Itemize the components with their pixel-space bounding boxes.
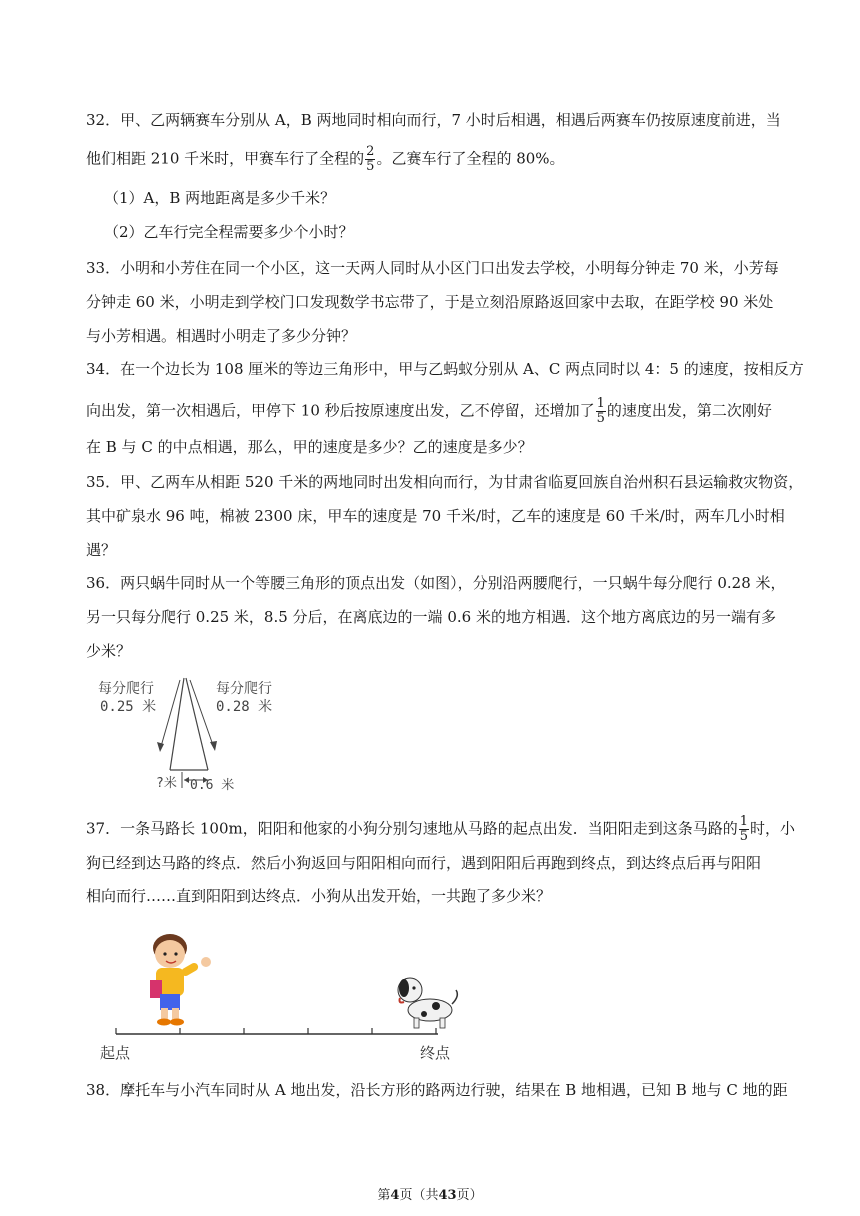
known-distance-label: 0.6 米 (190, 778, 235, 793)
problem-33-line3: 与小芳相遇。相遇时小明走了多少分钟？ (86, 327, 357, 345)
problem-34-line3: 在 B 与 C 的中点相遇，那么，甲的速度是多少？乙的速度是多少？ (86, 438, 533, 456)
fraction-two-fifths: $\frac{2}{5}$ (366, 144, 375, 174)
problem-34-line1: 34．在一个边长为 108 厘米的等边三角形中，甲与乙蚂蚁分别从 A、C 两点同时以 4：5 的速度，按相反方 (86, 360, 804, 378)
right-speed-label: 每分爬行 (216, 681, 272, 697)
left-speed-label: 每分爬行 (98, 681, 154, 697)
fraction-one-fifth: $\frac{1}{5}$ (739, 814, 749, 844)
problem-36-line2: 另一只每分爬行 0.25 米，8.5 分后，在离底边的一端 0.6 米的地方相遇．这个地方离底边的另一端有多 (86, 608, 776, 626)
problem-37-line2: 狗已经到达马路的终点．然后小狗返回与阳阳相向而行，遇到阳阳后再跑到终点，到达终点后再与阳阳 (86, 854, 762, 872)
left-speed-value: 0.25 米 (100, 699, 157, 715)
road-line (116, 1028, 438, 1034)
left-arrowhead (157, 742, 164, 752)
problem-36-number: 36． (86, 574, 121, 592)
problem-32-question-1: （1）A，B 两地距离是多少千米？ (104, 189, 336, 207)
problem-36-line3: 少米？ (86, 642, 132, 660)
fraction-one-fifth: $\frac{1}{5}$ (596, 396, 605, 426)
problem-35-line3: 遇？ (86, 541, 117, 559)
boy-illustration (150, 934, 211, 1026)
end-point-label: 终点 (420, 1044, 451, 1062)
problem-37-line3: 相向而行……直到阳阳到达终点．小狗从出发开始，一共跑了多少米？ (86, 887, 552, 905)
left-direction-arrow (160, 680, 180, 750)
problem-32-question-2: （2）乙车行完全程需要多少个小时？ (104, 223, 354, 241)
unknown-distance-label: ?米 (156, 776, 177, 791)
right-speed-value: 0.28 米 (216, 699, 273, 715)
measure-arrowhead-left (184, 777, 189, 783)
road-figure (98, 918, 468, 1068)
problem-33-line2: 分钟走 60 米，小明走到学校门口发现数学书忘带了，于是立刻沿原路返回家中去取，在距学校 90 米处 (86, 293, 774, 311)
right-direction-arrow (190, 680, 214, 748)
page-footer: 第4页（共43页） (377, 1188, 483, 1203)
problem-35-line2: 其中矿泉水 96 吨，棉被 2300 床，甲车的速度是 70 千米/时，乙车的速度是 60 千米/时，两车几小时相 (86, 507, 785, 525)
problem-38-line1: 38．摩托车与小汽车同时从 A 地出发，沿长方形的路两边行驶，结果在 B 地相遇，已知 B 地与 C 地的距 (86, 1081, 788, 1099)
problem-34-line2: 向出发，第一次相遇后，甲停下 10 秒后按原速度出发，乙不停留，还增加了 $\frac{1}{5}$ 的速度出发，第二次刚好 (86, 396, 772, 426)
problem-32-number: 32． (86, 111, 121, 129)
problem-36-line1: 36．两只蜗牛同时从一个等腰三角形的顶点出发（如图），分别沿两腰爬行，一只蜗牛每分爬行 0.28 米， (86, 574, 786, 592)
problem-32-line1: 32．甲、乙两辆赛车分别从 A，B 两地同时相向而行，7 小时后相遇，相遇后两赛车仍按原速度前进，当 (86, 111, 781, 129)
problem-32-line2: 他们相距 210 千米时，甲赛车行了全程的 $\frac{2}{5}$ 。乙赛车行了全程的 80%。 (86, 144, 565, 174)
problem-35-number: 35． (86, 473, 121, 491)
triangle-right-side (186, 678, 208, 770)
total-page-count: 43 (438, 1188, 457, 1203)
problem-34-number: 34． (86, 360, 121, 378)
problem-33-number: 33． (86, 259, 121, 277)
current-page-number: 4 (390, 1188, 400, 1203)
start-point-label: 起点 (100, 1044, 131, 1062)
snail-triangle-figure (98, 672, 298, 792)
problem-33-line1: 33．小明和小芳住在同一个小区，这一天两人同时从小区门口出发去学校，小明每分钟走 70 米，小芳每 (86, 259, 779, 277)
problem-37-line1: 37．一条马路长 100m，阳阳和他家的小狗分别匀速地从马路的起点出发．当阳阳走到这条马路的 $\frac{1}{5}$ 时，小 (86, 814, 796, 844)
right-arrowhead (210, 741, 217, 751)
problem-38-number: 38． (86, 1081, 121, 1099)
road-illustration (98, 918, 468, 1068)
problem-35-line1: 35．甲、乙两车从相距 520 千米的两地同时出发相向而行，为甘肃省临夏回族自治州积石县运输救灾物资， (86, 473, 804, 491)
problem-37-number: 37． (86, 819, 121, 838)
dog-illustration (398, 978, 457, 1028)
